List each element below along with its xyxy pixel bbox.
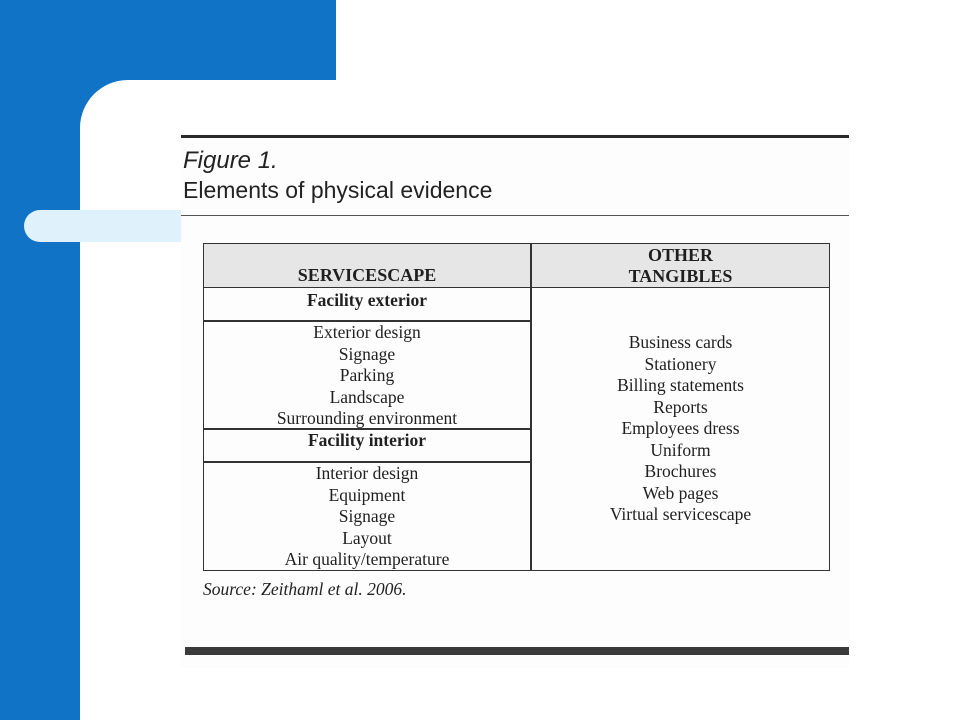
table-header-row <box>204 244 829 288</box>
list-item: Equipment <box>328 484 406 505</box>
list-item: Surrounding environment <box>276 408 458 428</box>
evidence-table <box>203 243 830 571</box>
interior-list <box>204 463 530 571</box>
list-item: Billing statements <box>617 375 744 395</box>
list-item: Stationery <box>644 353 717 374</box>
list-item: Landscape <box>329 386 405 407</box>
header-other-line-2: TANGIBLES <box>628 266 733 286</box>
list-item: Business cards <box>628 332 733 352</box>
header-servicescape: SERVICESCAPE <box>297 265 437 285</box>
list-item: Reports <box>653 396 708 417</box>
list-item: Web pages <box>642 482 719 503</box>
list-item: Layout <box>342 527 392 548</box>
other-tangibles-list <box>532 332 829 526</box>
header-other-tangibles <box>532 244 829 288</box>
list-item: Signage <box>338 506 396 526</box>
list-item: Air quality/temperature <box>284 549 450 569</box>
title-rule <box>181 215 849 216</box>
list-item: Employees dress <box>621 418 740 438</box>
list-item: Brochures <box>644 461 717 481</box>
figure-label: Figure 1. <box>183 147 278 174</box>
header-other-line-1: OTHER <box>647 245 713 265</box>
bottom-rule <box>185 647 849 655</box>
top-rule <box>181 135 849 138</box>
list-item: Signage <box>338 343 396 364</box>
figure-scan <box>181 133 849 668</box>
list-item: Parking <box>339 365 395 385</box>
list-item: Exterior design <box>313 322 421 342</box>
list-item: Uniform <box>650 439 711 460</box>
exterior-list <box>204 322 530 430</box>
list-item: Interior design <box>315 463 419 483</box>
section-heading-exterior: Facility exterior <box>306 290 427 310</box>
figure-title: Elements of physical evidence <box>183 177 493 203</box>
source-citation: Source: Zeithaml et al. 2006. <box>203 579 407 599</box>
slide-top-bar <box>0 0 336 80</box>
section-heading-interior: Facility interior <box>307 430 427 450</box>
list-item: Virtual servicescape <box>609 504 752 524</box>
slide-side-bar <box>0 0 80 720</box>
